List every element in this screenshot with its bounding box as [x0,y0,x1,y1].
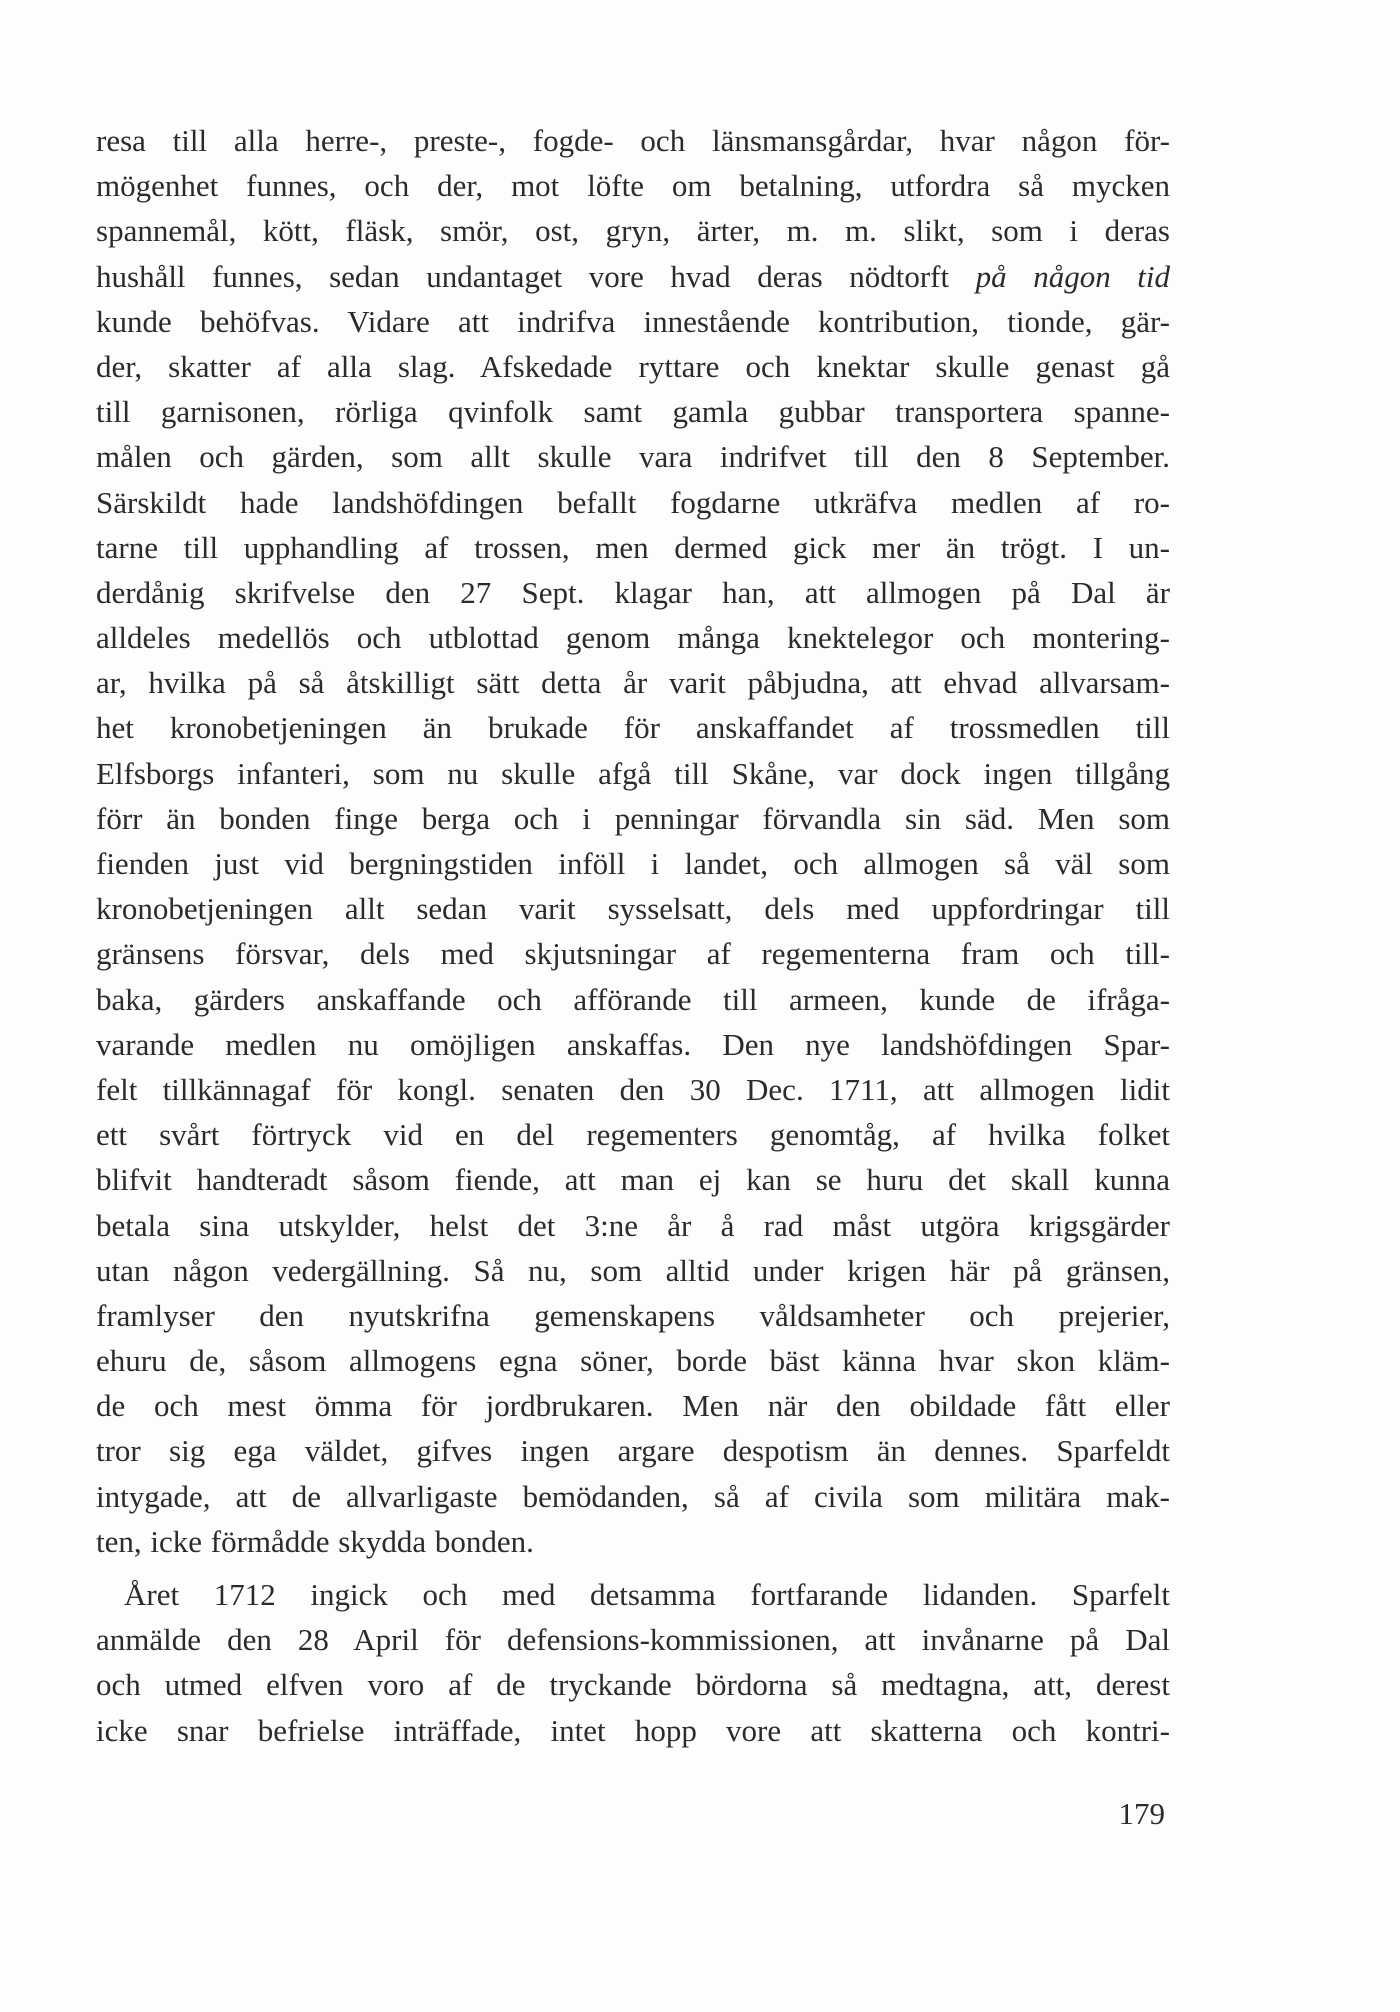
text-line: betala sina utskylder, helst det 3:ne år å rad måst utgöra krigsgärder [96,1207,1170,1243]
text-line: kronobetjeningen allt sedan varit sysselsatt, dels med uppfordringar till [96,891,1170,927]
text-line: Särskildt hade landshöfdingen befallt fogdarne utkräfva medlen af ro- [96,484,1170,520]
text-line: felt tillkännagaf för kongl. senaten den 30 Dec. 1711, att allmogen lidit [96,1071,1170,1107]
text-line: spannemål, kött, fläsk, smör, ost, gryn, ärter, m. m. slikt, som i deras [96,213,1170,249]
text-line: ett svårt förtryck vid en del regementers genomtåg, af hvilka folket [96,1117,1170,1153]
text-line: tarne till upphandling af trossen, men dermed gick mer än trögt. I un- [96,529,1170,565]
text-line: resa till alla herre-, preste-, fogde- och länsmansgårdar, hvar någon för- [96,123,1170,158]
text-line: baka, gärders anskaffande och afförande till armeen, kunde de ifråga- [96,981,1170,1017]
text-line: de och mest ömma för jordbrukaren. Men när den obildade fått eller [96,1388,1170,1424]
text-line: alldeles medellös och utblottad genom många knektelegor och montering- [96,620,1170,656]
text-line [96,254,1170,299]
text-line: varande medlen nu omöjligen anskaffas. Den nye landshöfdingen Spar- [96,1026,1170,1062]
text-line: förr än bonden finge berga och i penningar förvandla sin säd. Men som [96,800,1170,836]
paragraph-2 [96,1572,1170,1753]
text-line: Året 1712 ingick och med detsamma fortfarande lidanden. Sparfelt [124,1577,1170,1612]
text-line: och utmed elfven voro af de tryckande bördorna så medtagna, att, derest [96,1667,1170,1703]
body-text [96,118,1170,1753]
text-line: framlyser den nyutskrifna gemenskapens våldsamheter och prejerier, [96,1297,1170,1333]
text-line: ar, hvilka på så åtskilligt sätt detta år varit påbjudna, att ehvad allvarsam- [96,665,1170,701]
text-line: fienden just vid bergningstiden inföll i landet, och allmogen så väl som [96,846,1170,881]
text-line: gränsens försvar, dels med skjutsningar af regementerna fram och till- [96,936,1170,972]
text-line: anmälde den 28 April för defensions-kommissionen, att invånarne på Dal [96,1622,1170,1658]
text-line: utan någon vedergällning. Så nu, som alltid under krigen här på gränsen, [96,1252,1170,1288]
text-line: målen och gärden, som allt skulle vara indrifvet till den 8 September. [96,439,1170,475]
text-line: mögenhet funnes, och der, mot löfte om betalning, utfordra så mycken [96,168,1170,204]
text-line: ten, icke förmådde skydda bonden. [96,1523,534,1559]
text-line: ehuru de, såsom allmogens egna söner, borde bäst känna hvar skon kläm- [96,1343,1170,1379]
text-line: till garnisonen, rörliga qvinfolk samt gamla gubbar transportera spanne- [96,394,1170,430]
page-number: 179 [1118,1796,1165,1831]
text-line: het kronobetjeningen än brukade för anskaffandet af trossmedlen till [96,710,1170,746]
text-line: tror sig ega väldet, gifves ingen argare despotism än dennes. Sparfeldt [96,1433,1170,1469]
text-line: kunde behöfvas. Vidare att indrifva innestående kontribution, tionde, gär- [96,303,1170,339]
text-line: Elfsborgs infanteri, som nu skulle afgå till Skåne, var dock ingen tillgång [96,755,1170,791]
paragraph-1 [96,118,1170,1564]
text-line: intygade, att de allvarligaste bemödanden, så af civila som militära mak- [96,1478,1170,1514]
text-line: der, skatter af alla slag. Afskedade ryttare och knektar skulle genast gå [96,348,1170,384]
text-line-main: hushåll funnes, sedan undantaget vore hvad deras nödtorft [96,258,950,294]
text-line: icke snar befrielse inträffade, intet hopp vore att skatterna och kontri- [96,1712,1170,1748]
text-line: derdånig skrifvelse den 27 Sept. klagar han, att allmogen på Dal är [96,574,1170,610]
italic-phrase: på någon tid [975,258,1170,294]
text-line: blifvit handteradt såsom fiende, att man ej kan se huru det skall kunna [96,1162,1170,1198]
